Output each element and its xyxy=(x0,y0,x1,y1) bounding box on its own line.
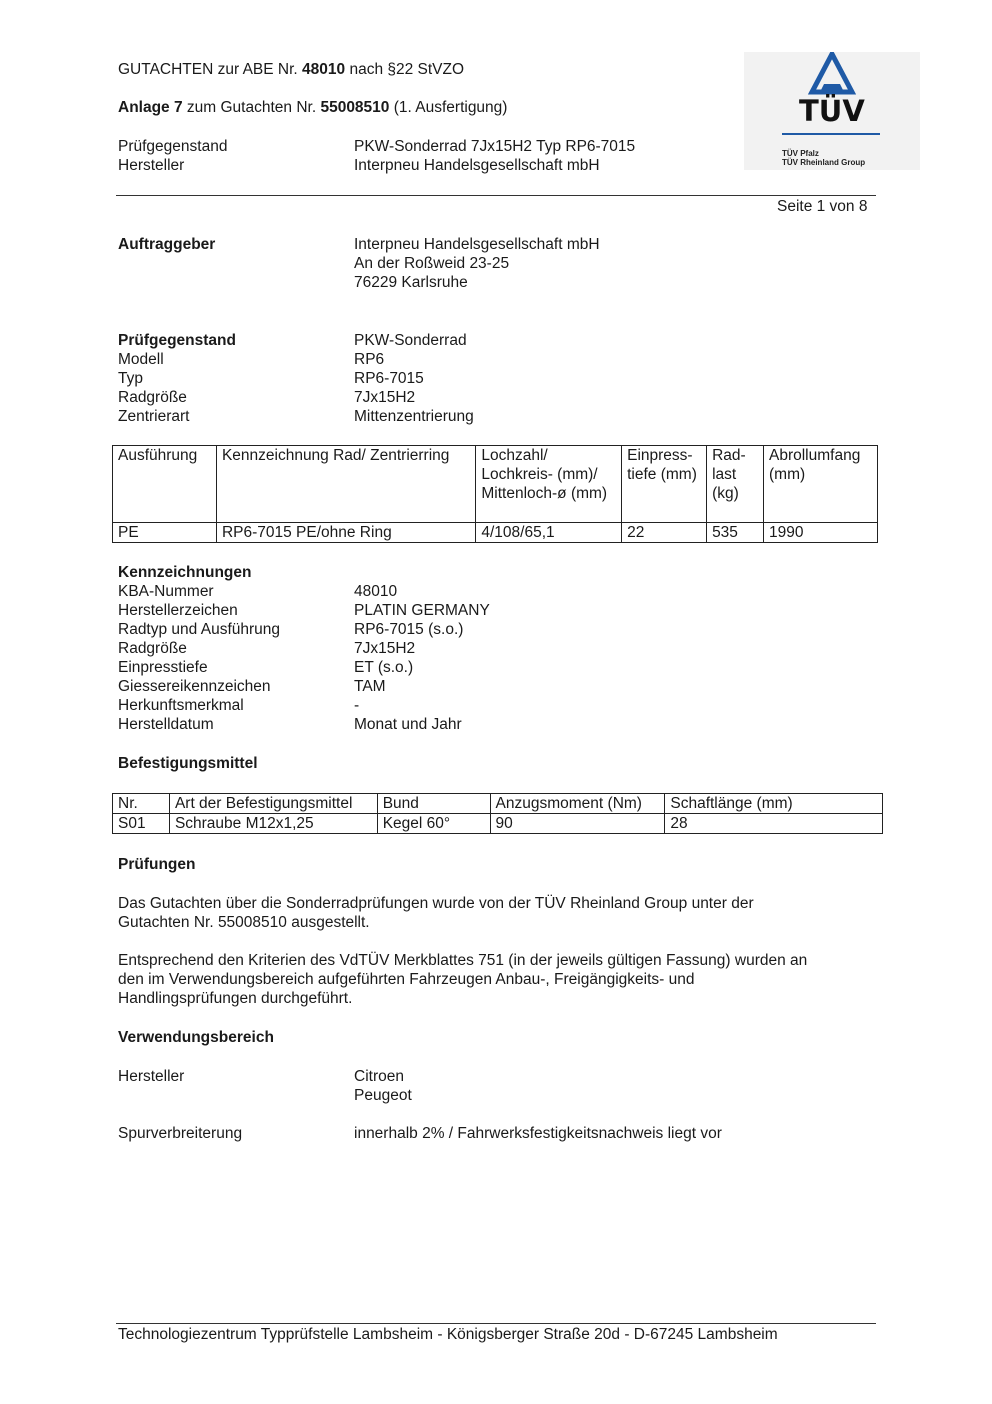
pruefgegenstand-title: Prüfgegenstand xyxy=(118,332,236,349)
kennzeichnungen-labels xyxy=(118,582,280,734)
header-hersteller-label: Hersteller xyxy=(118,157,185,174)
auftraggeber-address xyxy=(354,235,600,292)
table-header-cell: Nr. xyxy=(113,794,170,814)
table-header-cell: Art der Befestigungsmittel xyxy=(169,794,377,814)
paragraph-line: Das Gutachten über die Sonderradprüfungen wurde von der TÜV Rheinland Group unter der xyxy=(118,895,754,912)
document-title: GUTACHTEN zur ABE Nr. 48010 nach §22 StVZO xyxy=(118,61,465,78)
field-value: RP6-7015 xyxy=(354,370,424,387)
header-pruefgegenstand-label: Prüfgegenstand xyxy=(118,138,228,155)
table-row xyxy=(113,523,878,543)
auftraggeber-line: 76229 Karlsruhe xyxy=(354,274,468,291)
field-label: Radgröße xyxy=(118,389,187,406)
auftraggeber-line: An der Roßweid 23-25 xyxy=(354,255,510,272)
table-cell: 22 xyxy=(622,523,707,543)
paragraph-line: Entsprechend den Kriterien des VdTÜV Merkblattes 751 (in der jeweils gültigen Fassung) wurden an xyxy=(118,952,808,969)
field-value: PLATIN GERMANY xyxy=(354,602,490,619)
field-value: ET (s.o.) xyxy=(354,659,414,676)
table-header-cell: Schaftlänge (mm) xyxy=(665,794,883,814)
table-cell: Schraube M12x1,25 xyxy=(169,814,377,834)
verwendung-hersteller-list xyxy=(354,1067,412,1105)
tuev-logo-sub2: TÜV Rheinland Group xyxy=(782,158,866,167)
field-value: RP6 xyxy=(354,351,385,368)
fastener-table xyxy=(112,793,883,834)
table-cell: PE xyxy=(113,523,217,543)
table-header-cell: Bund xyxy=(377,794,490,814)
auftraggeber-line: Interpneu Handelsgesellschaft mbH xyxy=(354,236,600,253)
pruefgegenstand-labels xyxy=(118,331,236,426)
tuev-logo xyxy=(744,52,920,170)
field-value: Monat und Jahr xyxy=(354,716,462,733)
table-header-cell: Kennzeichnung Rad/ Zentrierring xyxy=(216,446,475,523)
table-header-cell: Einpress-tiefe (mm) xyxy=(622,446,707,523)
table-cell: 4/108/65,1 xyxy=(476,523,622,543)
befestigung-title: Befestigungsmittel xyxy=(118,755,258,772)
field-value: 7Jx15H2 xyxy=(354,389,416,406)
tuev-logo-text: TÜV xyxy=(799,94,865,128)
field-label: Radgröße xyxy=(118,640,187,657)
field-value: Mittenzentrierung xyxy=(354,408,474,425)
table-cell: Kegel 60° xyxy=(377,814,490,834)
field-value: TAM xyxy=(354,678,386,695)
table-cell: 90 xyxy=(490,814,665,834)
field-label: Radtyp und Ausführung xyxy=(118,621,281,638)
header-pruefgegenstand-value: PKW-Sonderrad 7Jx15H2 Typ RP6-7015 xyxy=(354,138,636,155)
verwendung-hersteller-label: Hersteller xyxy=(118,1068,185,1085)
field-value: 48010 xyxy=(354,583,398,600)
annex-line: Anlage 7 zum Gutachten Nr. 55008510 (1. Ausfertigung) xyxy=(118,99,508,116)
table-cell: 28 xyxy=(665,814,883,834)
pruefungen-title: Prüfungen xyxy=(118,856,196,873)
footer-divider xyxy=(116,1323,876,1324)
table-header-cell: Rad-last (kg) xyxy=(707,446,764,523)
field-label: Typ xyxy=(118,370,143,387)
table-header-cell: Anzugsmoment (Nm) xyxy=(490,794,665,814)
paragraph-line: den im Verwendungsbereich aufgeführten Fahrzeugen Anbau-, Freigängigkeits- und xyxy=(118,971,695,988)
pruefgegenstand-values xyxy=(354,331,474,426)
table-cell: S01 xyxy=(113,814,170,834)
table-cell: 1990 xyxy=(764,523,878,543)
field-label: Herstellerzeichen xyxy=(118,602,238,619)
field-label: Einpresstiefe xyxy=(118,659,208,676)
pruefungen-paragraph-1 xyxy=(118,894,754,932)
field-label: KBA-Nummer xyxy=(118,583,214,600)
header-divider xyxy=(116,195,876,196)
paragraph-line: Handlingsprüfungen durchgeführt. xyxy=(118,990,353,1007)
paragraph-line: Gutachten Nr. 55008510 ausgestellt. xyxy=(118,914,370,931)
field-label: Herkunftsmerkmal xyxy=(118,697,244,714)
field-label: Giessereikennzeichen xyxy=(118,678,271,695)
spurverbreiterung-label: Spurverbreiterung xyxy=(118,1125,243,1142)
table-header-cell: Abrollumfang (mm) xyxy=(764,446,878,523)
field-value: RP6-7015 (s.o.) xyxy=(354,621,464,638)
table-cell: 535 xyxy=(707,523,764,543)
auftraggeber-label: Auftraggeber xyxy=(118,236,216,253)
field-label: Herstelldatum xyxy=(118,716,214,733)
list-item: Peugeot xyxy=(354,1087,412,1104)
field-label: Modell xyxy=(118,351,164,368)
footer-address: Technologiezentrum Typprüfstelle Lambsheim - Königsberger Straße 20d - D-67245 Lambsheim xyxy=(118,1326,778,1343)
field-label: Zentrierart xyxy=(118,408,190,425)
table-header-cell: Lochzahl/ Lochkreis- (mm)/ Mittenloch-ø (mm) xyxy=(476,446,622,523)
table-row xyxy=(113,814,883,834)
header-hersteller-value: Interpneu Handelsgesellschaft mbH xyxy=(354,157,600,174)
kennzeichnungen-title: Kennzeichnungen xyxy=(118,564,252,581)
table-header-row xyxy=(113,446,878,523)
table-cell: RP6-7015 PE/ohne Ring xyxy=(216,523,475,543)
pruefungen-paragraph-2 xyxy=(118,951,807,1008)
wheel-spec-table xyxy=(112,445,878,543)
page-number: Seite 1 von 8 xyxy=(777,198,868,215)
spurverbreiterung-value: innerhalb 2% / Fahrwerksfestigkeitsnachweis liegt vor xyxy=(354,1125,722,1142)
table-header-row xyxy=(113,794,883,814)
verwendungsbereich-title: Verwendungsbereich xyxy=(118,1029,274,1046)
field-value: PKW-Sonderrad xyxy=(354,332,467,349)
table-header-cell: Ausführung xyxy=(113,446,217,523)
field-value: - xyxy=(354,697,360,714)
field-value: 7Jx15H2 xyxy=(354,640,416,657)
tuev-logo-sub1: TÜV Pfalz xyxy=(782,149,819,158)
kennzeichnungen-values xyxy=(354,582,490,734)
list-item: Citroen xyxy=(354,1068,404,1085)
